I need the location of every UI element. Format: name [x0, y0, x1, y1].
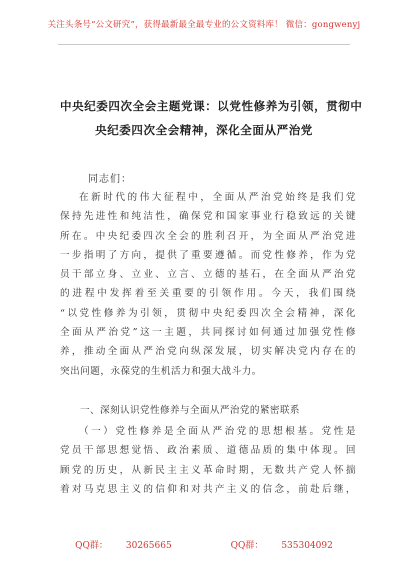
paragraph-line: 养，推动全面从严治党向纵深发展，切实解决党内存在的 — [60, 346, 356, 358]
document-title-line-1: 中央纪委四次全会主题党课：以党性修养为引领，贯彻中 — [60, 99, 363, 113]
paragraph-line: 党员干部思想觉悟、政治素质、道德品质的集中体现。回 — [60, 445, 356, 457]
paragraph-line: （一）党性修养是全面从严治党的思想根基。党性是 — [79, 426, 356, 437]
footer-qq-label-2: QQ群： — [230, 541, 264, 551]
footer-qq-value-1: 30265665 — [125, 541, 172, 551]
paragraph-line: 全面从严治党”这一主题，共同探讨如何通过加强党性修 — [60, 327, 356, 339]
footer — [0, 538, 408, 551]
header-banner: 关注头条号“公文研究”，获得最新最全最专业的公文资料库！ 微信：gongwenyj — [47, 20, 361, 30]
paragraph-line: 顾党的历史，从新民主主义革命时期，无数共产党人怀揣 — [60, 464, 356, 476]
paragraph-line: 员干部立身、立业、立言、立德的基石，在全面从严治党 — [60, 269, 356, 281]
paragraph-line: 所在。中央纪委四次全会的胜利召开，为全面从严治党进 — [60, 230, 356, 242]
paragraph-line: 突出问题，永葆党的生机活力和强大战斗力。 — [60, 365, 262, 377]
paragraph-line: “以党性修养为引领，贯彻中央纪委四次全会精神，深化 — [60, 307, 356, 319]
footer-qq-group-2 — [217, 538, 347, 551]
salutation: 同志们： — [88, 174, 132, 185]
paragraph-line: 的进程中发挥着至关重要的引领作用。今天，我们围绕 — [60, 288, 356, 300]
paragraph-line: 在新时代的伟大征程中，全面从严治党始终是我们党 — [79, 192, 356, 203]
footer-qq-label-1: QQ群： — [75, 541, 108, 551]
paragraph-line: 保持先进性和纯洁性，确保党和国家事业行稳致远的关键 — [60, 211, 356, 223]
header-divider — [58, 44, 350, 45]
paragraph-line: 一步指明了方向，提供了重要遵循。而党性修养，作为党 — [60, 249, 356, 261]
section-heading-1: 一、深刻认识党性修养与全面从严治党的紧密联系 — [80, 405, 300, 416]
footer-qq-group-1 — [61, 538, 186, 551]
paragraph-line: 着对马克思主义的信仰和对共产主义的信念，前赴后继， — [60, 483, 356, 495]
paragraph-1 — [60, 188, 356, 381]
document-title-line-2: 央纪委四次全会精神，深化全面从严治党 — [95, 123, 313, 137]
paragraph-2 — [60, 422, 356, 499]
footer-qq-value-2: 535304092 — [281, 541, 333, 551]
